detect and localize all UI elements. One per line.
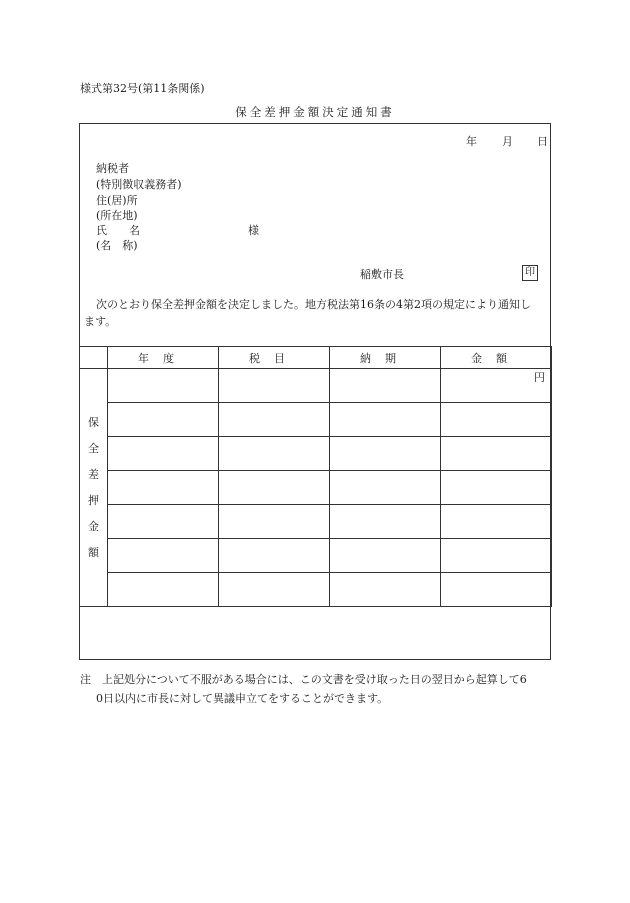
- document-title: 保全差押金額決定通知書: [235, 105, 395, 119]
- amount-table: [79, 346, 552, 607]
- year-cell[interactable]: [108, 437, 219, 471]
- note-line2: 0日以内に市長に対して異議申立てをすることができます。: [96, 692, 389, 705]
- header-tax-item: 税目: [219, 347, 330, 369]
- date-year-label: 年: [466, 135, 477, 148]
- year-cell[interactable]: [108, 471, 219, 505]
- amount-cell[interactable]: [441, 539, 552, 573]
- name-label: 氏 名: [96, 224, 140, 237]
- amount-cell[interactable]: [441, 403, 552, 437]
- tax-item-cell[interactable]: [219, 471, 330, 505]
- amount-cell[interactable]: [441, 471, 552, 505]
- year-cell[interactable]: [108, 369, 219, 403]
- side-label-char: 額: [88, 545, 99, 559]
- period-cell[interactable]: [330, 539, 441, 573]
- header-payment-period: 納期: [330, 347, 441, 369]
- table-row: [80, 539, 552, 573]
- taxpayer-label: 納税者: [96, 162, 129, 175]
- entity-name-label: (名 称): [96, 239, 138, 252]
- amount-cell-unit[interactable]: 円: [441, 369, 552, 403]
- table-row: [80, 369, 552, 403]
- table-row: [80, 437, 552, 471]
- side-label-char: 全: [88, 441, 99, 455]
- tax-item-cell[interactable]: [219, 539, 330, 573]
- period-cell[interactable]: [330, 437, 441, 471]
- honorific-label: 様: [248, 224, 259, 237]
- year-cell[interactable]: [108, 403, 219, 437]
- tax-item-cell[interactable]: [219, 369, 330, 403]
- tax-item-cell[interactable]: [219, 437, 330, 471]
- side-label-char: 保: [88, 415, 99, 429]
- location-label: (所在地): [96, 209, 138, 222]
- period-cell[interactable]: [330, 403, 441, 437]
- header-amount: 金額: [441, 347, 552, 369]
- side-label-char: 押: [88, 493, 99, 507]
- side-label-cell: [80, 369, 108, 607]
- seal-mark: 印: [522, 265, 538, 281]
- address-label: 住(居)所: [96, 194, 138, 207]
- table-row: [80, 505, 552, 539]
- amount-cell[interactable]: [441, 573, 552, 607]
- body-text-line1: 次のとおり保全差押金額を決定しました。地方税法第16条の4第2項の規定により通知し: [96, 298, 531, 311]
- form-number-label: 様式第32号(第11条関係): [80, 82, 205, 95]
- table-row: [80, 403, 552, 437]
- issuer-label: 稲敷市長: [360, 268, 404, 281]
- period-cell[interactable]: [330, 369, 441, 403]
- table-row: [80, 573, 552, 607]
- year-cell[interactable]: [108, 539, 219, 573]
- header-corner-cell: [80, 347, 108, 369]
- special-collector-label: (特別徴収義務者): [96, 178, 182, 191]
- period-cell[interactable]: [330, 505, 441, 539]
- tax-item-cell[interactable]: [219, 573, 330, 607]
- note-line1: 注 上記処分について不服がある場合には、この文書を受け取った日の翌日から起算して6: [80, 673, 527, 686]
- table-row: [80, 471, 552, 505]
- date-month-label: 月: [502, 135, 513, 148]
- header-fiscal-year: 年度: [108, 347, 219, 369]
- side-label-char: 金: [88, 519, 99, 533]
- side-label-char: 差: [88, 467, 99, 481]
- body-text-line2: ます。: [84, 315, 117, 328]
- amount-cell[interactable]: [441, 505, 552, 539]
- table-header-row: [80, 347, 552, 369]
- tax-item-cell[interactable]: [219, 403, 330, 437]
- period-cell[interactable]: [330, 573, 441, 607]
- tax-item-cell[interactable]: [219, 505, 330, 539]
- year-cell[interactable]: [108, 505, 219, 539]
- date-day-label: 日: [537, 135, 548, 148]
- amount-cell[interactable]: [441, 437, 552, 471]
- period-cell[interactable]: [330, 471, 441, 505]
- year-cell[interactable]: [108, 573, 219, 607]
